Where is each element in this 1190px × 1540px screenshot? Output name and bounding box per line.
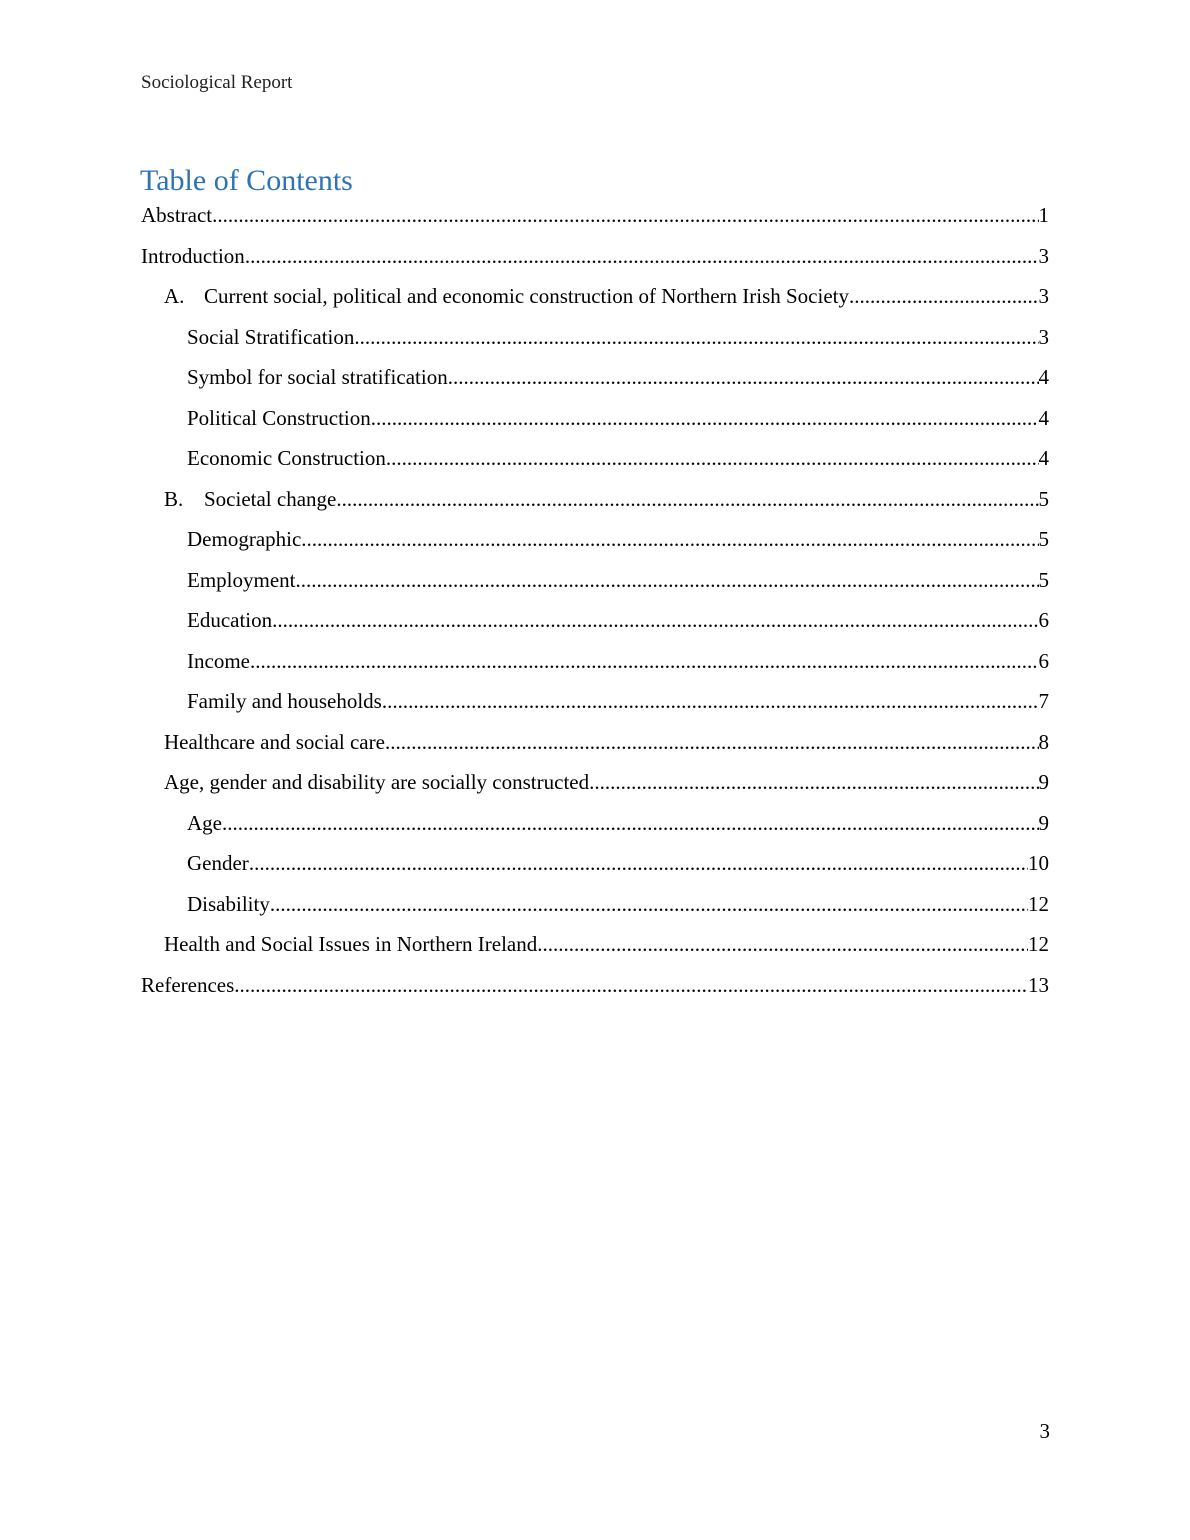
dot-leader [222, 808, 1039, 838]
toc-entry-education[interactable] [187, 605, 1049, 635]
toc-entry-introduction[interactable] [141, 241, 1049, 271]
toc-entry-label: Age, gender and disability are socially constructed [164, 770, 590, 794]
toc-entry-label: Employment [187, 568, 296, 592]
toc-entry-page: 3 [1038, 284, 1049, 308]
toc-entry-label: Introduction [141, 244, 245, 268]
dot-leader [589, 767, 1038, 797]
dot-leader [448, 362, 1039, 392]
toc-entry-page: 4 [1038, 365, 1049, 389]
toc-entry-page: 10 [1028, 851, 1049, 875]
toc-entry-page: 13 [1028, 973, 1049, 997]
toc-entry-label: Demographic [187, 527, 302, 551]
page-number: 3 [1039, 1419, 1050, 1443]
toc-entry-page: 12 [1028, 932, 1049, 956]
toc-entry-page: 7 [1038, 689, 1049, 713]
toc-entry-label: Political Construction [187, 406, 371, 430]
toc-entry-label: Education [187, 608, 273, 632]
toc-entry-label: Abstract [141, 203, 213, 227]
toc-entry-section-a[interactable] [164, 281, 1049, 311]
toc-entry-label: Income [187, 649, 250, 673]
toc-entry-page: 4 [1038, 446, 1049, 470]
toc-entry-employment[interactable] [187, 565, 1049, 595]
dot-leader [537, 929, 1028, 959]
toc-entry-social-stratification[interactable] [187, 322, 1049, 352]
toc-entry-abstract[interactable] [141, 200, 1049, 230]
toc-entry-label: Current social, political and economic construction of Northern Irish Society [204, 284, 849, 308]
toc-entry-disability[interactable] [187, 889, 1049, 919]
dot-leader [296, 565, 1039, 595]
toc-entry-label: Disability [187, 892, 270, 916]
toc-entry-income[interactable] [187, 646, 1049, 676]
toc-entry-marker: B. [164, 487, 184, 511]
toc-entry-page: 12 [1028, 892, 1049, 916]
toc-entry-label: Gender [187, 851, 249, 875]
dot-leader [849, 281, 1039, 311]
dot-leader [250, 646, 1039, 676]
dot-leader [385, 727, 1039, 757]
toc-entry-political-construction[interactable] [187, 403, 1049, 433]
toc-entry-page: 5 [1038, 568, 1049, 592]
toc-entry-symbol-social-stratification[interactable] [187, 362, 1049, 392]
toc-entry-age-gender-disability[interactable] [164, 767, 1049, 797]
toc-entry-page: 3 [1038, 325, 1049, 349]
toc-entry-page: 9 [1038, 770, 1049, 794]
toc-title: Table of Contents [140, 164, 353, 197]
dot-leader [234, 970, 1028, 1000]
toc-entry-references[interactable] [141, 970, 1049, 1000]
toc-entry-section-b[interactable] [164, 484, 1049, 514]
toc-entry-page: 5 [1038, 487, 1049, 511]
dot-leader [354, 322, 1038, 352]
toc-entry-page: 1 [1038, 203, 1049, 227]
toc-entry-label: References [141, 973, 235, 997]
toc-entry-page: 3 [1038, 244, 1049, 268]
toc-entry-healthcare-social-care[interactable] [164, 727, 1049, 757]
toc-entry-page: 6 [1038, 608, 1049, 632]
toc-entry-page: 4 [1038, 406, 1049, 430]
toc-entry-economic-construction[interactable] [187, 443, 1049, 473]
toc-entry-health-social-issues[interactable] [164, 929, 1049, 959]
toc-entry-label: Social Stratification [187, 325, 355, 349]
dot-leader [371, 403, 1039, 433]
dot-leader [212, 200, 1038, 230]
toc-entry-label: Healthcare and social care [164, 730, 385, 754]
toc-entry-page: 6 [1038, 649, 1049, 673]
toc-entry-demographic[interactable] [187, 524, 1049, 554]
toc-entry-page: 9 [1038, 811, 1049, 835]
dot-leader [386, 443, 1039, 473]
dot-leader [382, 686, 1039, 716]
dot-leader [272, 605, 1038, 635]
dot-leader [249, 848, 1028, 878]
toc-entry-age[interactable] [187, 808, 1049, 838]
running-header: Sociological Report [141, 72, 293, 93]
toc-entry-page: 5 [1038, 527, 1049, 551]
dot-leader [336, 484, 1038, 514]
toc-entry-marker: A. [164, 284, 185, 308]
dot-leader [245, 241, 1039, 271]
toc-entry-label: Family and households [187, 689, 382, 713]
toc-entry-label: Health and Social Issues in Northern Ireland [164, 932, 538, 956]
toc-entry-label: Age [187, 811, 222, 835]
dot-leader [301, 524, 1038, 554]
dot-leader [270, 889, 1028, 919]
toc-entry-gender[interactable] [187, 848, 1049, 878]
toc-entry-label: Economic Construction [187, 446, 386, 470]
toc-entry-label: Symbol for social stratification [187, 365, 448, 389]
toc-entry-label: Societal change [204, 487, 337, 511]
toc-entry-family-households[interactable] [187, 686, 1049, 716]
toc-entry-page: 8 [1038, 730, 1049, 754]
